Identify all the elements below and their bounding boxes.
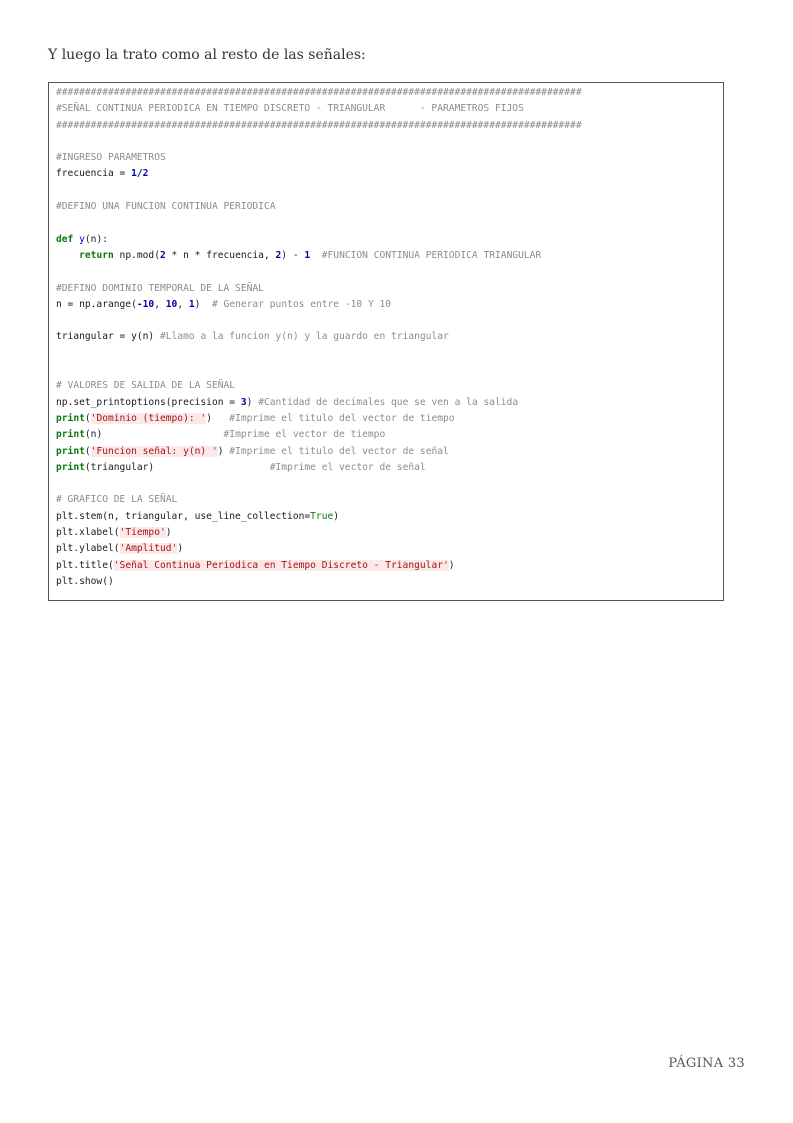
code-text: ( [84, 445, 91, 457]
code-line-blank [56, 264, 723, 280]
code-text: ( [84, 412, 91, 424]
code-indent [56, 250, 79, 261]
code-text: plt.xlabel( [56, 527, 120, 539]
code-line-blank [56, 362, 723, 378]
code-line-def [56, 232, 723, 248]
code-line-return [56, 248, 723, 264]
code-keyword: return [79, 249, 114, 261]
code-line-show: plt.show() [56, 575, 114, 587]
code-line-grafico-comment: # GRAFICO DE LA SEÑAL [56, 494, 178, 506]
code-number: -10 [136, 298, 155, 310]
code-line-print-funcion [56, 444, 723, 460]
code-line-hash: ########################################################################################### [56, 87, 582, 98]
code-comment: #Imprime el vector de tiempo [102, 429, 386, 441]
code-line-xlabel [56, 525, 723, 541]
code-comment: #Cantidad de decimales que se ven a la salida [258, 396, 519, 408]
code-line-frecuencia [56, 166, 723, 182]
code-line-define-comment: #DEFINO UNA FUNCION CONTINUA PERIODICA [56, 201, 276, 213]
code-text: ) [194, 298, 201, 310]
code-number: 2 [275, 249, 282, 261]
code-text: * n * frecuencia, [165, 249, 276, 261]
code-text: plt.title( [56, 559, 114, 571]
code-text: plt.stem(n, triangular, use_line_collection= [56, 510, 311, 522]
code-line-dominio-comment: #DEFINO DOMINIO TEMPORAL DE LA SEÑAL [56, 282, 264, 294]
code-text: ) [333, 510, 340, 522]
code-text: , [154, 298, 166, 310]
page-number: PÁGINA 33 [668, 1056, 745, 1071]
code-line-title-comment: #SEÑAL CONTINUA PERIODICA EN TIEMPO DISCRETO - TRIANGULAR - PARAMETROS FIJOS [56, 103, 524, 115]
code-string: 'Señal Continua Periodica en Tiempo Discreto - Triangular' [113, 559, 449, 571]
code-number: 2 [159, 249, 166, 261]
code-text: (n): [84, 233, 108, 245]
code-comment: #Imprime el titulo del vector de señal [223, 445, 449, 457]
code-comment: #Imprime el titulo del vector de tiempo [211, 412, 455, 424]
code-text: triangular = y(n) [56, 331, 160, 343]
code-text: ) [448, 559, 455, 571]
code-text: ) - [281, 249, 305, 261]
intro-text: Y luego la trato como al resto de las señales: [48, 47, 366, 63]
code-line-blank [56, 215, 723, 231]
code-keyword: print [56, 461, 85, 473]
code-line-ingreso-comment: #INGRESO PARAMETROS [56, 152, 166, 164]
code-keyword: print [56, 412, 85, 424]
code-string: 'Tiempo' [119, 527, 166, 539]
code-text: ) [165, 527, 172, 539]
code-text: frecuencia = [56, 168, 132, 180]
code-keyword: print [56, 429, 85, 441]
code-number: 1/2 [131, 168, 149, 180]
code-comment: #FUNCION CONTINUA PERIODICA TRIANGULAR [310, 249, 542, 261]
code-number: 3 [240, 396, 247, 408]
code-line-blank [56, 183, 723, 199]
code-line-valores-comment: # VALORES DE SALIDA DE LA SEÑAL [56, 380, 236, 392]
code-line-arange [56, 297, 723, 313]
code-line-print-dominio [56, 411, 723, 427]
code-string: 'Dominio (tiempo): ' [90, 412, 207, 424]
code-number: 1 [188, 298, 195, 310]
code-line-ylabel [56, 541, 723, 557]
code-keyword: def [56, 233, 74, 245]
code-comment: #Llamo a la funcion y(n) y la guardo en triangular [159, 331, 449, 343]
code-comment: #Imprime el vector de señal [154, 461, 426, 473]
code-line-triangular [56, 329, 723, 345]
code-line-blank [56, 313, 723, 329]
code-line-blank [56, 476, 723, 492]
code-builtin: True [310, 510, 334, 522]
code-function-name: y [79, 233, 85, 245]
code-text: np.mod( [113, 249, 160, 261]
code-line-title [56, 558, 723, 574]
code-text: (triangular) [84, 461, 155, 473]
code-line-print-n [56, 427, 723, 443]
code-text: (n) [84, 429, 103, 441]
code-line-printoptions [56, 395, 723, 411]
code-text: n = np.arange( [56, 298, 137, 310]
code-string: 'Amplitud' [119, 543, 178, 555]
code-number: 10 [165, 298, 178, 310]
code-text: , [177, 298, 189, 310]
code-line-stem [56, 509, 723, 525]
code-text: np.set_printoptions(precision = [56, 396, 241, 408]
code-text: ) [217, 445, 224, 457]
code-line-hash: ########################################################################################### [56, 119, 582, 131]
code-block [48, 82, 724, 601]
code-number: 1 [304, 249, 311, 261]
code-line-blank [56, 346, 723, 362]
code-text: plt.ylabel( [56, 543, 120, 555]
code-line-print-triangular [56, 460, 723, 476]
code-comment: # Generar puntos entre -10 Y 10 [200, 298, 392, 310]
code-text: ) [206, 412, 212, 424]
code-keyword: print [56, 445, 85, 457]
code-line-blank [56, 134, 723, 150]
code-text: ) [177, 543, 184, 555]
code-text: ) [246, 396, 259, 408]
code-string: 'Funcion señal: y(n) ' [90, 445, 218, 457]
